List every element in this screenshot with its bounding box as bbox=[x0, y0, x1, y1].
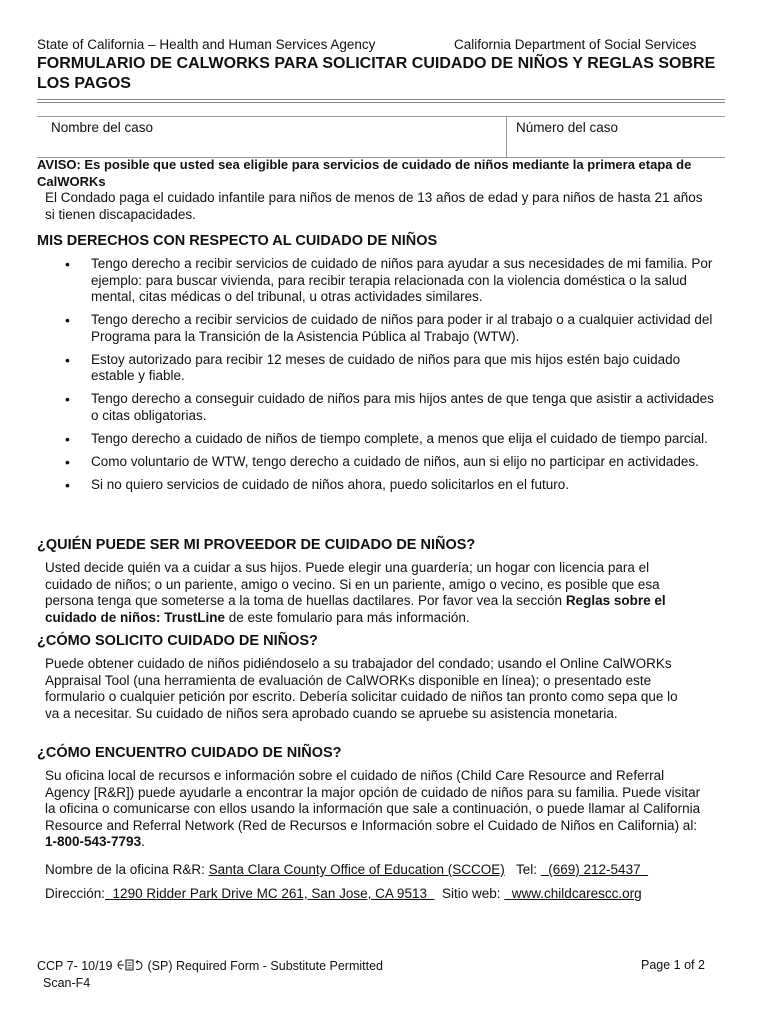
form-note: (SP) Required Form - Substitute Permitted bbox=[147, 959, 383, 973]
list-item: • Tengo derecho a cuidado de niños de tiempo complete, a menos que elija el cuidado de tiempo parcial. bbox=[55, 431, 720, 448]
case-name-label: Nombre del caso bbox=[51, 120, 154, 135]
office-name-label: Nombre de la oficina R&R: bbox=[45, 862, 209, 877]
case-number-label: Número del caso bbox=[516, 120, 619, 135]
title-rule-top bbox=[37, 99, 725, 100]
list-item: • Si no quiero servicios de cuidado de niños ahora, puedo solicitarlos en el futuro. bbox=[55, 477, 720, 494]
list-item: • Tengo derecho a recibir servicios de cuidado de niños para ayudar a sus necesidades de mi familia. Por ejemplo: para buscar vivienda, para recibir terapia relacionada con la violencia doméstica o la salud mental, citas médicas o del tribunal, u otras actividades similares. bbox=[55, 256, 720, 306]
page-number: Page 1 of 2 bbox=[641, 958, 705, 972]
request-heading: ¿CÓMO SOLICITO CUIDADO DE NIÑOS? bbox=[37, 633, 318, 649]
provider-body bbox=[45, 560, 695, 626]
list-item: • Estoy autorizado para recibir 12 meses de cuidado de niños para que mis hijos estén bajo cuidado estable y fiable. bbox=[55, 352, 720, 385]
list-item: • Tengo derecho a conseguir cuidado de niños para mis hijos antes de que tenga que asistir a actividades o citas obligatorias. bbox=[55, 391, 720, 424]
footer-left bbox=[37, 958, 383, 992]
agency-name: State of California – Health and Human Services Agency bbox=[37, 37, 376, 52]
address-value: 1290 Ridder Park Drive MC 261, San Jose, CA 9513 bbox=[112, 886, 427, 901]
notice-body: El Condado paga el cuidado infantile para niños de menos de 13 años de edad y para niños de hasta 21 años si tienen discapacidades. bbox=[45, 190, 703, 222]
case-info-box bbox=[37, 116, 725, 158]
rights-heading: MIS DERECHOS CON RESPECTO AL CUIDADO DE NIÑOS bbox=[37, 233, 438, 249]
office-name-row bbox=[45, 862, 648, 877]
list-item: • Como voluntario de WTW, tengo derecho a cuidado de niños, aun si elijo no participar en actividades. bbox=[55, 454, 720, 471]
office-name-value: Santa Clara County Office of Education (SCCOE) bbox=[208, 862, 505, 877]
find-heading: ¿CÓMO ENCUENTRO CUIDADO DE NIÑOS? bbox=[37, 745, 342, 761]
provider-body-end: de este fomulario para más información. bbox=[225, 609, 470, 625]
case-box-divider bbox=[506, 117, 507, 157]
form-id: CCP 7- 10/19 bbox=[37, 959, 113, 973]
network-phone: 1-800-543-7793 bbox=[45, 834, 142, 849]
office-address-row bbox=[45, 886, 642, 901]
web-label: Sitio web: bbox=[442, 886, 505, 901]
rights-list bbox=[55, 256, 720, 500]
list-item: • Tengo derecho a recibir servicios de cuidado de niños para poder ir al trabajo o a cualquier actividad del Programa para la Transición de la Asistencia Pública al Trabajo (WTW). bbox=[55, 312, 720, 345]
form-glyph-icon bbox=[116, 959, 144, 971]
trustline-reference: Reglas sobre el cuidado de niños: TrustLine bbox=[45, 593, 666, 625]
provider-body-text: Usted decide quién va a cuidar a sus hijos. Puede elegir una guardería; un hogar con licencia para el cuidado de niños; o un pariente, amigo o vecino. Si en un pariente, amigo o vecino, es posible que esa persona tenga que someterse a la toma de huellas dactilares. Por favor vea la sección bbox=[45, 560, 660, 608]
tel-value: (669) 212-5437 bbox=[548, 862, 641, 877]
title-rule-bottom bbox=[37, 102, 725, 103]
request-body: Puede obtener cuidado de niños pidiéndoselo a su trabajador del condado; usando el Online CalWORKs Appraisal Tool (una herramienta de evaluación de CalWORKs disponible en línea); o presentado este formulario o cualquier petición por escrito. Debería solicitar cuidado de niños tan pronto como sepa que lo va a necesitar. Su cuidado de niños sera aprobado cuando se apruebe su asistencia monetaria. bbox=[45, 656, 678, 721]
find-body-end: . bbox=[141, 834, 145, 849]
provider-heading: ¿QUIÉN PUEDE SER MI PROVEEDOR DE CUIDADO DE NIÑOS? bbox=[37, 537, 476, 553]
tel-label: Tel: bbox=[515, 862, 541, 877]
address-label: Dirección: bbox=[45, 886, 106, 901]
find-body bbox=[45, 768, 705, 851]
web-value[interactable]: www.childcarescc.org bbox=[511, 886, 642, 901]
scan-code: Scan-F4 bbox=[43, 976, 91, 990]
form-title: FORMULARIO DE CALWORKS PARA SOLICITAR CUIDADO DE NIÑOS Y REGLAS SOBRE LOS PAGOS bbox=[37, 55, 716, 92]
find-body-text: Su oficina local de recursos e información sobre el cuidado de niños (Child Care Resource and Referral Agency [R&R]) puede ayudarle a encontrar la major opción de cuidado de niños para su familia. Puede visitar la oficina o comunicarse con ellos usando la información que sale a continuación, o puede llamar al California Resource and Referral Network (Red de Recursos e Información sobre el Cuidado de Niños en California) al: bbox=[45, 768, 701, 833]
notice-heading: AVISO: Es posible que usted sea eligible para servicios de cuidado de niños mediante la primera etapa de CalWORKs bbox=[37, 157, 692, 189]
department-name: California Department of Social Services bbox=[454, 37, 697, 52]
